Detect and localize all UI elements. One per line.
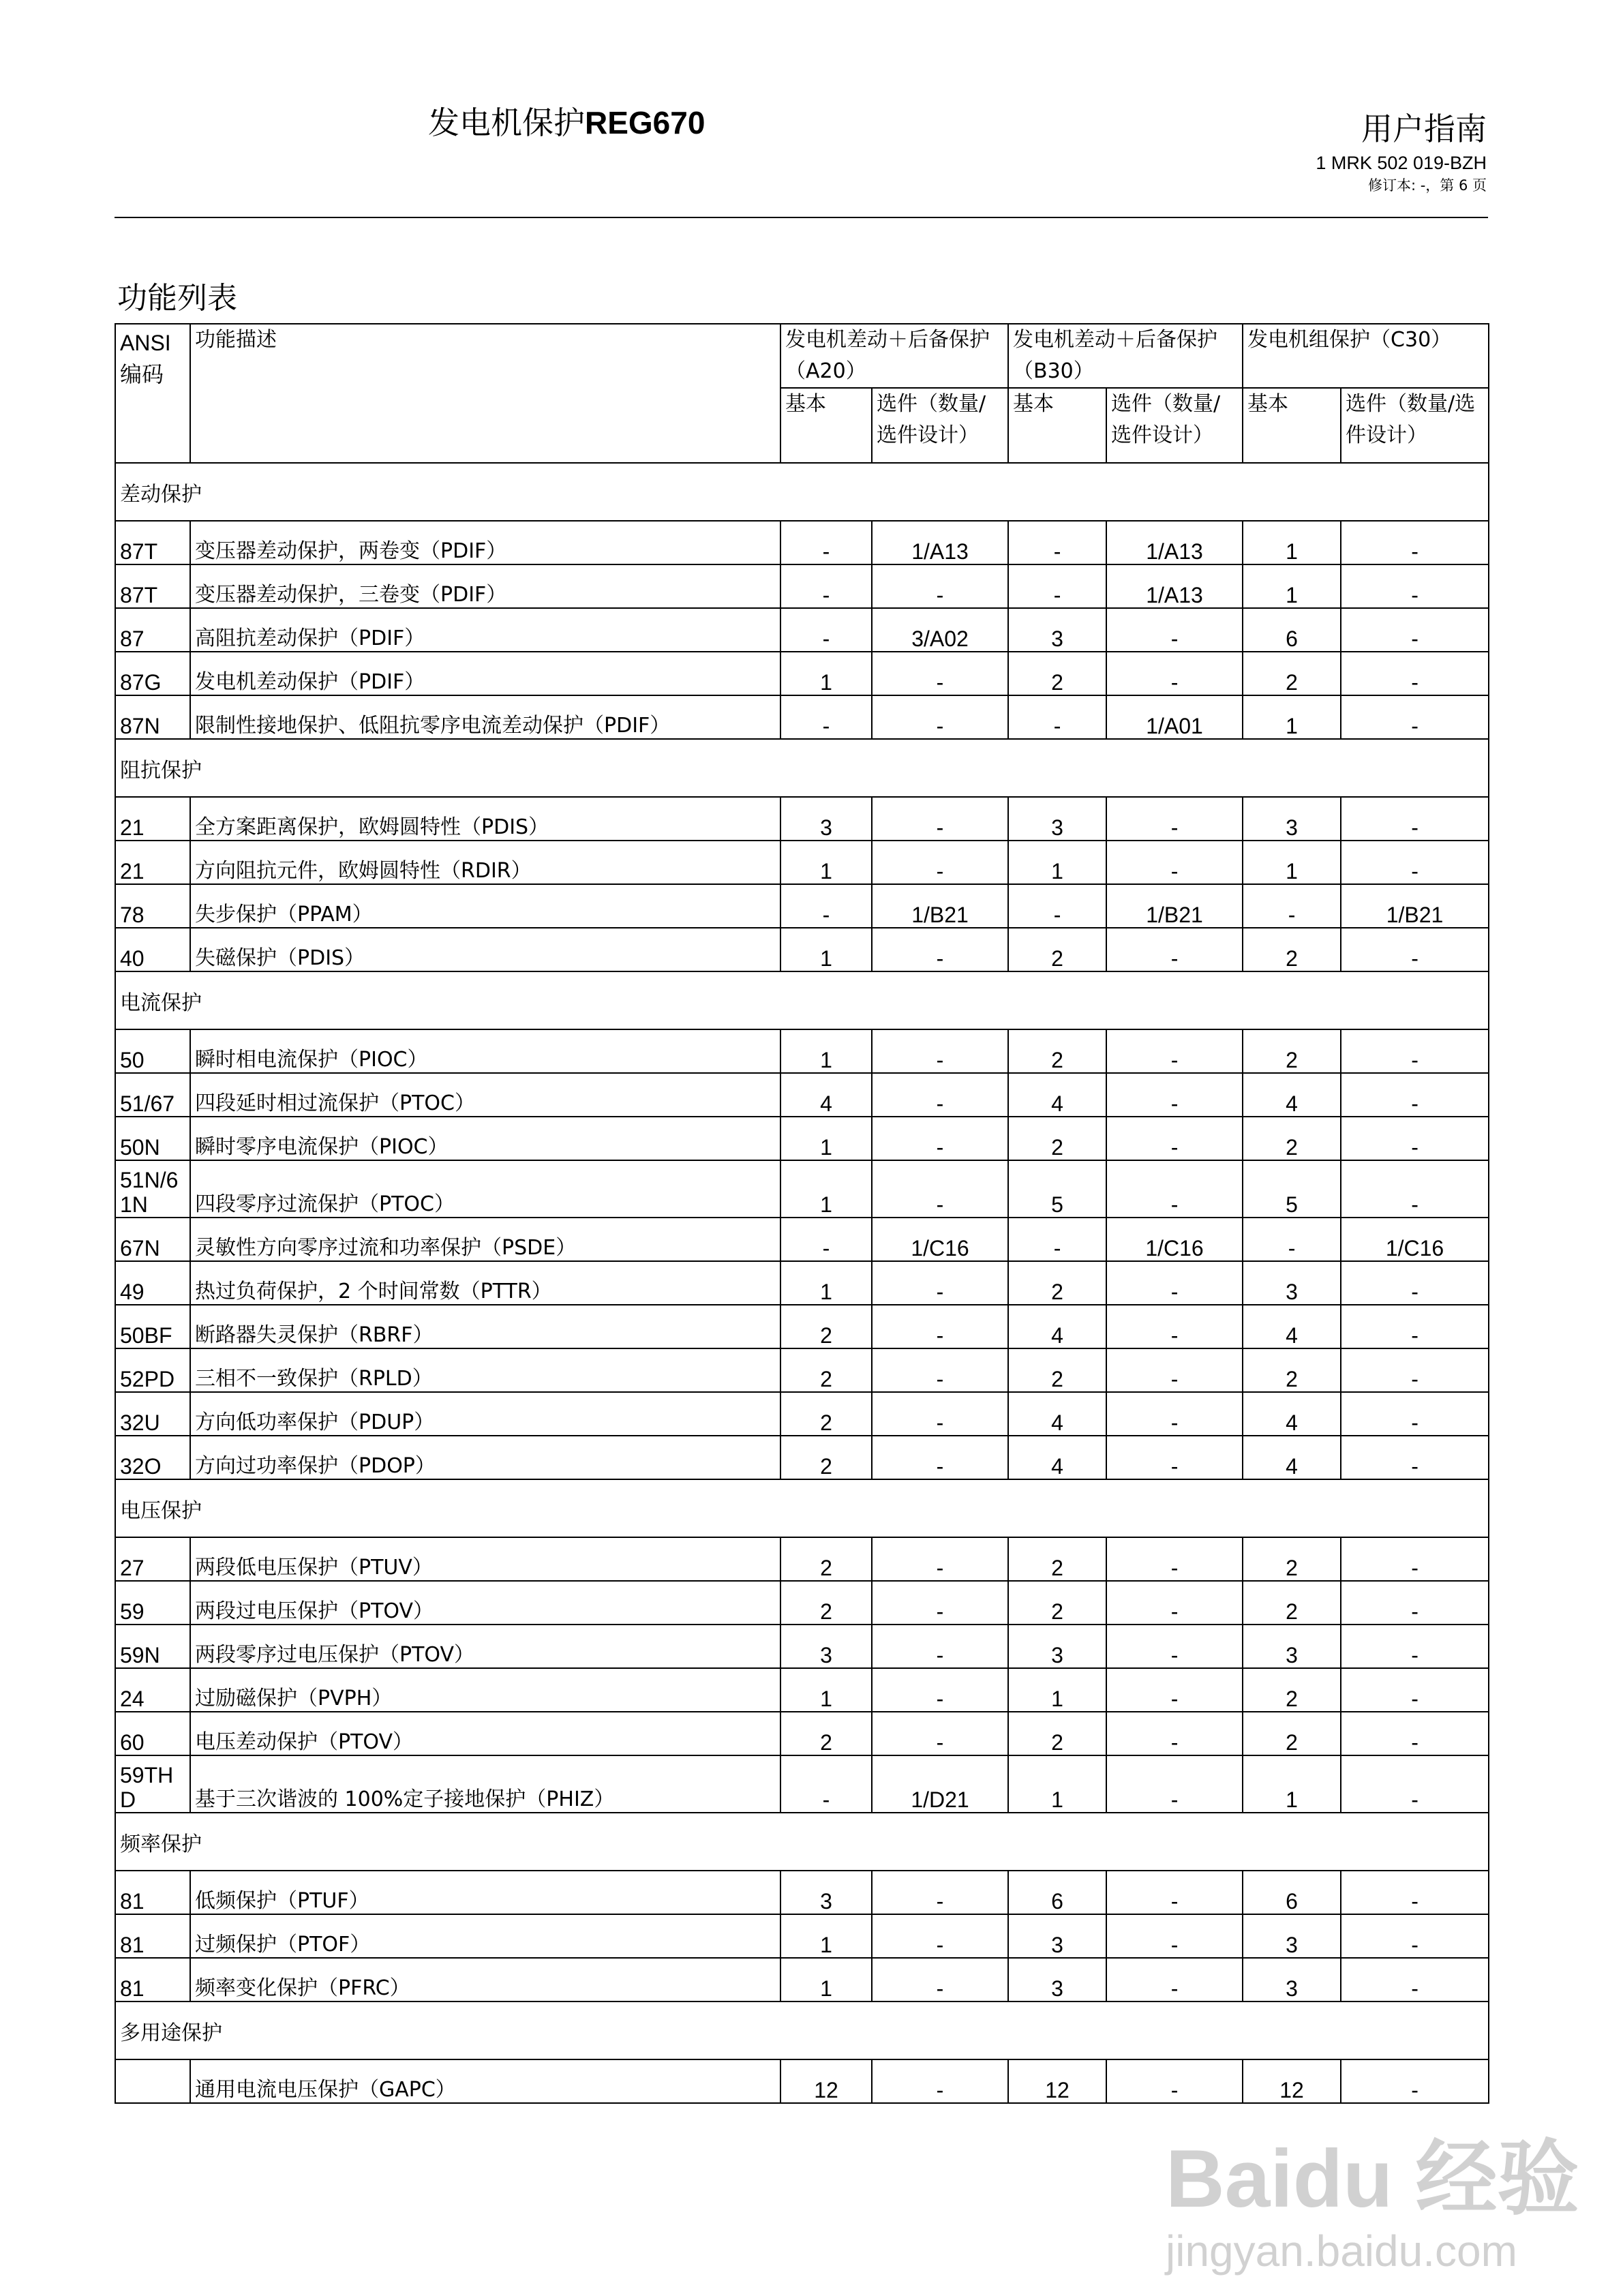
b30-optional-cell: - bbox=[1106, 1712, 1243, 1755]
a20-optional-cell: - bbox=[872, 1958, 1008, 2002]
table-row bbox=[115, 521, 1489, 564]
header-group-c30: 发电机组保护（C30） bbox=[1243, 324, 1489, 388]
a20-basic-cell: 1 bbox=[780, 1117, 872, 1160]
b30-basic-cell: 12 bbox=[1008, 2059, 1106, 2103]
c30-basic-cell: 6 bbox=[1243, 608, 1341, 652]
b30-optional-cell: 1/C16 bbox=[1106, 1218, 1243, 1261]
function-description-cell: 两段过电压保护（PTOV） bbox=[190, 1581, 780, 1625]
a20-basic-cell: 2 bbox=[780, 1537, 872, 1581]
a20-basic-cell: 1 bbox=[780, 1261, 872, 1305]
a20-optional-cell: - bbox=[872, 1436, 1008, 1479]
table-row bbox=[115, 1537, 1489, 1581]
a20-basic-cell: 2 bbox=[780, 1712, 872, 1755]
header-function-description: 功能描述 bbox=[190, 324, 780, 463]
c30-optional-cell: - bbox=[1341, 608, 1489, 652]
b30-basic-cell: 3 bbox=[1008, 1958, 1106, 2002]
b30-optional-cell: - bbox=[1106, 1914, 1243, 1958]
subheader-optional: 选件（数量/选件设计） bbox=[1341, 388, 1489, 463]
table-row bbox=[115, 1392, 1489, 1436]
function-description-cell: 过频保护（PTOF） bbox=[190, 1914, 780, 1958]
ansi-code-cell: 40 bbox=[115, 928, 190, 971]
c30-basic-cell: 3 bbox=[1243, 1625, 1341, 1668]
a20-basic-cell: - bbox=[780, 521, 872, 564]
b30-optional-cell: - bbox=[1106, 652, 1243, 695]
a20-basic-cell: 4 bbox=[780, 1073, 872, 1117]
table-row bbox=[115, 1073, 1489, 1117]
b30-basic-cell: 2 bbox=[1008, 1581, 1106, 1625]
c30-basic-cell: 2 bbox=[1243, 928, 1341, 971]
c30-optional-cell: - bbox=[1341, 1117, 1489, 1160]
ansi-code-cell: 87 bbox=[115, 608, 190, 652]
c30-basic-cell: 4 bbox=[1243, 1392, 1341, 1436]
table-row bbox=[115, 1668, 1489, 1712]
table-row bbox=[115, 1871, 1489, 1914]
table-row bbox=[115, 1958, 1489, 2002]
table-row bbox=[115, 1218, 1489, 1261]
b30-basic-cell: 4 bbox=[1008, 1392, 1106, 1436]
ansi-code-cell bbox=[115, 2059, 190, 2103]
c30-basic-cell: 2 bbox=[1243, 1348, 1341, 1392]
a20-basic-cell: - bbox=[780, 608, 872, 652]
a20-basic-cell: 12 bbox=[780, 2059, 872, 2103]
b30-optional-cell: 1/A01 bbox=[1106, 695, 1243, 739]
a20-basic-cell: 1 bbox=[780, 928, 872, 971]
ansi-code-cell: 21 bbox=[115, 797, 190, 841]
c30-basic-cell: 2 bbox=[1243, 1668, 1341, 1712]
c30-optional-cell: - bbox=[1341, 841, 1489, 884]
function-description-cell: 瞬时相电流保护（PIOC） bbox=[190, 1029, 780, 1073]
b30-optional-cell: - bbox=[1106, 1392, 1243, 1436]
function-description-cell: 断路器失灵保护（RBRF） bbox=[190, 1305, 780, 1348]
a20-basic-cell: 2 bbox=[780, 1348, 872, 1392]
a20-optional-cell: - bbox=[872, 564, 1008, 608]
b30-optional-cell: - bbox=[1106, 1755, 1243, 1813]
b30-optional-cell: - bbox=[1106, 1117, 1243, 1160]
a20-basic-cell: 3 bbox=[780, 1871, 872, 1914]
c30-optional-cell: - bbox=[1341, 1029, 1489, 1073]
b30-basic-cell: 2 bbox=[1008, 1348, 1106, 1392]
b30-basic-cell: - bbox=[1008, 564, 1106, 608]
c30-basic-cell: 2 bbox=[1243, 1537, 1341, 1581]
b30-basic-cell: 1 bbox=[1008, 1668, 1106, 1712]
ansi-code-cell: 60 bbox=[115, 1712, 190, 1755]
c30-optional-cell: - bbox=[1341, 1958, 1489, 2002]
function-description-cell: 低频保护（PTUF） bbox=[190, 1871, 780, 1914]
c30-optional-cell: 1/B21 bbox=[1341, 884, 1489, 928]
a20-optional-cell: - bbox=[872, 841, 1008, 884]
category-label: 电流保护 bbox=[115, 971, 1489, 1029]
table-header-row bbox=[115, 324, 1489, 388]
c30-optional-cell: - bbox=[1341, 1073, 1489, 1117]
a20-optional-cell: 1/B21 bbox=[872, 884, 1008, 928]
a20-basic-cell: - bbox=[780, 564, 872, 608]
a20-basic-cell: 2 bbox=[780, 1392, 872, 1436]
ansi-code-cell: 87T bbox=[115, 521, 190, 564]
a20-basic-cell: 2 bbox=[780, 1305, 872, 1348]
a20-basic-cell: - bbox=[780, 1218, 872, 1261]
c30-basic-cell: 3 bbox=[1243, 797, 1341, 841]
b30-basic-cell: - bbox=[1008, 521, 1106, 564]
table-row bbox=[115, 1581, 1489, 1625]
ansi-code-cell: 51N/61N bbox=[115, 1160, 190, 1218]
function-description-cell: 频率变化保护（PFRC） bbox=[190, 1958, 780, 2002]
category-row bbox=[115, 1479, 1489, 1537]
ansi-code-cell: 59THD bbox=[115, 1755, 190, 1813]
category-label: 频率保护 bbox=[115, 1813, 1489, 1871]
function-description-cell: 发电机差动保护（PDIF） bbox=[190, 652, 780, 695]
table-row bbox=[115, 652, 1489, 695]
a20-basic-cell: - bbox=[780, 884, 872, 928]
a20-optional-cell: 1/D21 bbox=[872, 1755, 1008, 1813]
function-table bbox=[115, 323, 1489, 2104]
ansi-code-cell: 87G bbox=[115, 652, 190, 695]
table-row bbox=[115, 695, 1489, 739]
c30-optional-cell: - bbox=[1341, 2059, 1489, 2103]
b30-basic-cell: - bbox=[1008, 1218, 1106, 1261]
ansi-code-cell: 87N bbox=[115, 695, 190, 739]
b30-optional-cell: - bbox=[1106, 1261, 1243, 1305]
c30-optional-cell: - bbox=[1341, 1625, 1489, 1668]
a20-basic-cell: 1 bbox=[780, 1668, 872, 1712]
b30-basic-cell: 3 bbox=[1008, 797, 1106, 841]
header-divider bbox=[115, 217, 1488, 218]
b30-basic-cell: 4 bbox=[1008, 1073, 1106, 1117]
a20-optional-cell: - bbox=[872, 652, 1008, 695]
b30-basic-cell: 1 bbox=[1008, 841, 1106, 884]
b30-optional-cell: - bbox=[1106, 1871, 1243, 1914]
c30-optional-cell: - bbox=[1341, 1871, 1489, 1914]
c30-basic-cell: 5 bbox=[1243, 1160, 1341, 1218]
function-description-cell: 通用电流电压保护（GAPC） bbox=[190, 2059, 780, 2103]
b30-optional-cell: - bbox=[1106, 1029, 1243, 1073]
a20-basic-cell: - bbox=[780, 695, 872, 739]
c30-basic-cell: 1 bbox=[1243, 521, 1341, 564]
b30-optional-cell: - bbox=[1106, 1305, 1243, 1348]
function-description-cell: 变压器差动保护，两卷变（PDIF） bbox=[190, 521, 780, 564]
a20-optional-cell: - bbox=[872, 1261, 1008, 1305]
function-description-cell: 过励磁保护（PVPH） bbox=[190, 1668, 780, 1712]
ansi-code-cell: 87T bbox=[115, 564, 190, 608]
watermark-url: jingyan.baidu.com bbox=[1166, 2226, 1517, 2276]
category-label: 差动保护 bbox=[115, 463, 1489, 521]
a20-optional-cell: - bbox=[872, 1160, 1008, 1218]
b30-basic-cell: 2 bbox=[1008, 1261, 1106, 1305]
a20-optional-cell: - bbox=[872, 1537, 1008, 1581]
b30-basic-cell: 2 bbox=[1008, 928, 1106, 971]
category-row bbox=[115, 2002, 1489, 2059]
b30-basic-cell: 2 bbox=[1008, 652, 1106, 695]
a20-basic-cell: 1 bbox=[780, 1958, 872, 2002]
a20-optional-cell: - bbox=[872, 1712, 1008, 1755]
function-description-cell: 失磁保护（PDIS） bbox=[190, 928, 780, 971]
ansi-code-cell: 32O bbox=[115, 1436, 190, 1479]
function-description-cell: 四段延时相过流保护（PTOC） bbox=[190, 1073, 780, 1117]
function-description-cell: 方向低功率保护（PDUP） bbox=[190, 1392, 780, 1436]
subheader-basic: 基本 bbox=[780, 388, 872, 463]
b30-basic-cell: 2 bbox=[1008, 1029, 1106, 1073]
c30-basic-cell: - bbox=[1243, 884, 1341, 928]
c30-basic-cell: 12 bbox=[1243, 2059, 1341, 2103]
document-title bbox=[428, 101, 705, 145]
a20-optional-cell: - bbox=[872, 1871, 1008, 1914]
a20-basic-cell: 3 bbox=[780, 1625, 872, 1668]
ansi-code-cell: 51/67 bbox=[115, 1073, 190, 1117]
section-title: 功能列表 bbox=[117, 281, 237, 316]
b30-optional-cell: - bbox=[1106, 841, 1243, 884]
c30-basic-cell: 4 bbox=[1243, 1436, 1341, 1479]
table-row bbox=[115, 841, 1489, 884]
c30-basic-cell: 2 bbox=[1243, 1117, 1341, 1160]
c30-optional-cell: - bbox=[1341, 1305, 1489, 1348]
b30-optional-cell: - bbox=[1106, 2059, 1243, 2103]
table-row bbox=[115, 928, 1489, 971]
ansi-code-cell: 78 bbox=[115, 884, 190, 928]
title-chinese: 发电机保护 bbox=[428, 104, 585, 141]
c30-optional-cell: - bbox=[1341, 1668, 1489, 1712]
a20-basic-cell: 1 bbox=[780, 652, 872, 695]
c30-optional-cell: - bbox=[1341, 695, 1489, 739]
function-description-cell: 失步保护（PPAM） bbox=[190, 884, 780, 928]
c30-optional-cell: - bbox=[1341, 564, 1489, 608]
b30-basic-cell: 4 bbox=[1008, 1436, 1106, 1479]
function-description-cell: 方向阻抗元件，欧姆圆特性（RDIR） bbox=[190, 841, 780, 884]
c30-optional-cell: - bbox=[1341, 1712, 1489, 1755]
b30-basic-cell: 2 bbox=[1008, 1537, 1106, 1581]
table-row bbox=[115, 1117, 1489, 1160]
function-description-cell: 方向过功率保护（PDOP） bbox=[190, 1436, 780, 1479]
ansi-code-cell: 50 bbox=[115, 1029, 190, 1073]
function-description-cell: 瞬时零序电流保护（PIOC） bbox=[190, 1117, 780, 1160]
b30-basic-cell: 3 bbox=[1008, 608, 1106, 652]
a20-basic-cell: - bbox=[780, 1755, 872, 1813]
category-label: 阻抗保护 bbox=[115, 739, 1489, 797]
a20-optional-cell: - bbox=[872, 1029, 1008, 1073]
c30-optional-cell: - bbox=[1341, 1436, 1489, 1479]
title-product-code: REG670 bbox=[585, 105, 706, 140]
ansi-code-cell: 27 bbox=[115, 1537, 190, 1581]
table-row bbox=[115, 884, 1489, 928]
a20-optional-cell: - bbox=[872, 1914, 1008, 1958]
function-description-cell: 基于三次谐波的 100%定子接地保护（PHIZ） bbox=[190, 1755, 780, 1813]
ansi-code-cell: 49 bbox=[115, 1261, 190, 1305]
function-description-cell: 变压器差动保护，三卷变（PDIF） bbox=[190, 564, 780, 608]
b30-optional-cell: - bbox=[1106, 1073, 1243, 1117]
c30-optional-cell: - bbox=[1341, 797, 1489, 841]
document-number: 1 MRK 502 019-BZH bbox=[1316, 153, 1487, 173]
b30-optional-cell: - bbox=[1106, 797, 1243, 841]
c30-basic-cell: 1 bbox=[1243, 841, 1341, 884]
header-group-a20: 发电机差动＋后备保护 （A20） bbox=[780, 324, 1008, 388]
table-row bbox=[115, 797, 1489, 841]
b30-basic-cell: 4 bbox=[1008, 1305, 1106, 1348]
header-group-b30: 发电机差动＋后备保护 （B30） bbox=[1008, 324, 1243, 388]
b30-optional-cell: - bbox=[1106, 1668, 1243, 1712]
c30-basic-cell: 3 bbox=[1243, 1958, 1341, 2002]
table-row bbox=[115, 564, 1489, 608]
ansi-code-cell: 59N bbox=[115, 1625, 190, 1668]
a20-basic-cell: 2 bbox=[780, 1436, 872, 1479]
b30-basic-cell: 5 bbox=[1008, 1160, 1106, 1218]
table-row bbox=[115, 1712, 1489, 1755]
table-row bbox=[115, 1755, 1489, 1813]
category-label: 多用途保护 bbox=[115, 2002, 1489, 2059]
c30-optional-cell: - bbox=[1341, 1755, 1489, 1813]
b30-optional-cell: - bbox=[1106, 608, 1243, 652]
function-description-cell: 热过负荷保护，2 个时间常数（PTTR） bbox=[190, 1261, 780, 1305]
ansi-code-cell: 81 bbox=[115, 1914, 190, 1958]
a20-basic-cell: 1 bbox=[780, 1914, 872, 1958]
a20-basic-cell: 3 bbox=[780, 797, 872, 841]
ansi-code-cell: 81 bbox=[115, 1958, 190, 2002]
a20-optional-cell: - bbox=[872, 1305, 1008, 1348]
category-row bbox=[115, 1813, 1489, 1871]
ansi-code-cell: 32U bbox=[115, 1392, 190, 1436]
b30-optional-cell: - bbox=[1106, 1625, 1243, 1668]
category-label: 电压保护 bbox=[115, 1479, 1489, 1537]
b30-optional-cell: - bbox=[1106, 928, 1243, 971]
revision-page-info: 修订本: -，第 6 页 bbox=[1367, 177, 1487, 194]
function-description-cell: 灵敏性方向零序过流和功率保护（PSDE） bbox=[190, 1218, 780, 1261]
a20-basic-cell: 1 bbox=[780, 1160, 872, 1218]
b30-optional-cell: - bbox=[1106, 1537, 1243, 1581]
b30-optional-cell: - bbox=[1106, 1958, 1243, 2002]
a20-optional-cell: - bbox=[872, 1392, 1008, 1436]
ansi-code-cell: 67N bbox=[115, 1218, 190, 1261]
c30-basic-cell: 6 bbox=[1243, 1871, 1341, 1914]
b30-optional-cell: - bbox=[1106, 1348, 1243, 1392]
c30-basic-cell: 4 bbox=[1243, 1305, 1341, 1348]
ansi-code-cell: 21 bbox=[115, 841, 190, 884]
b30-basic-cell: 3 bbox=[1008, 1625, 1106, 1668]
c30-basic-cell: 3 bbox=[1243, 1914, 1341, 1958]
c30-basic-cell: 2 bbox=[1243, 1581, 1341, 1625]
baidu-watermark bbox=[1152, 2086, 1579, 2291]
table-row bbox=[115, 1348, 1489, 1392]
function-description-cell: 电压差动保护（PTOV） bbox=[190, 1712, 780, 1755]
function-description-cell: 两段零序过电压保护（PTOV） bbox=[190, 1625, 780, 1668]
subheader-optional: 选件（数量/选件设计） bbox=[1106, 388, 1243, 463]
a20-optional-cell: - bbox=[872, 1348, 1008, 1392]
a20-optional-cell: 3/A02 bbox=[872, 608, 1008, 652]
b30-basic-cell: - bbox=[1008, 695, 1106, 739]
b30-basic-cell: 1 bbox=[1008, 1755, 1106, 1813]
a20-optional-cell: - bbox=[872, 1668, 1008, 1712]
c30-optional-cell: - bbox=[1341, 1160, 1489, 1218]
c30-basic-cell: 2 bbox=[1243, 1029, 1341, 1073]
ansi-code-cell: 50N bbox=[115, 1117, 190, 1160]
table-row bbox=[115, 1436, 1489, 1479]
function-description-cell: 四段零序过流保护（PTOC） bbox=[190, 1160, 780, 1218]
table-row bbox=[115, 1625, 1489, 1668]
a20-optional-cell: - bbox=[872, 1117, 1008, 1160]
c30-basic-cell: 1 bbox=[1243, 1755, 1341, 1813]
subheader-basic: 基本 bbox=[1243, 388, 1341, 463]
c30-optional-cell: - bbox=[1341, 1537, 1489, 1581]
c30-optional-cell: - bbox=[1341, 1914, 1489, 1958]
a20-basic-cell: 1 bbox=[780, 1029, 872, 1073]
c30-optional-cell: - bbox=[1341, 1581, 1489, 1625]
ansi-code-cell: 52PD bbox=[115, 1348, 190, 1392]
guide-label: 用户指南 bbox=[1361, 110, 1487, 147]
table-row bbox=[115, 608, 1489, 652]
ansi-code-cell: 59 bbox=[115, 1581, 190, 1625]
category-row bbox=[115, 739, 1489, 797]
c30-basic-cell: 2 bbox=[1243, 652, 1341, 695]
a20-optional-cell: - bbox=[872, 1581, 1008, 1625]
category-row bbox=[115, 463, 1489, 521]
a20-optional-cell: - bbox=[872, 1625, 1008, 1668]
c30-optional-cell: - bbox=[1341, 928, 1489, 971]
header-ansi: ANSI编码 bbox=[115, 324, 190, 463]
c30-optional-cell: 1/C16 bbox=[1341, 1218, 1489, 1261]
a20-optional-cell: - bbox=[872, 928, 1008, 971]
ansi-code-cell: 81 bbox=[115, 1871, 190, 1914]
b30-optional-cell: 1/A13 bbox=[1106, 521, 1243, 564]
b30-optional-cell: 1/A13 bbox=[1106, 564, 1243, 608]
a20-basic-cell: 2 bbox=[780, 1581, 872, 1625]
c30-optional-cell: - bbox=[1341, 652, 1489, 695]
function-description-cell: 全方案距离保护，欧姆圆特性（PDIS） bbox=[190, 797, 780, 841]
c30-basic-cell: 2 bbox=[1243, 1712, 1341, 1755]
a20-optional-cell: - bbox=[872, 1073, 1008, 1117]
ansi-code-cell: 50BF bbox=[115, 1305, 190, 1348]
watermark-brand: Baidu 经验 bbox=[1166, 2133, 1579, 2224]
function-description-cell: 高阻抗差动保护（PDIF） bbox=[190, 608, 780, 652]
c30-basic-cell: 4 bbox=[1243, 1073, 1341, 1117]
c30-basic-cell: 1 bbox=[1243, 695, 1341, 739]
a20-optional-cell: - bbox=[872, 797, 1008, 841]
category-row bbox=[115, 971, 1489, 1029]
table-row bbox=[115, 1160, 1489, 1218]
c30-basic-cell: 1 bbox=[1243, 564, 1341, 608]
c30-optional-cell: - bbox=[1341, 1392, 1489, 1436]
c30-optional-cell: - bbox=[1341, 1261, 1489, 1305]
b30-basic-cell: 3 bbox=[1008, 1914, 1106, 1958]
c30-optional-cell: - bbox=[1341, 521, 1489, 564]
a20-optional-cell: - bbox=[872, 695, 1008, 739]
b30-basic-cell: 2 bbox=[1008, 1712, 1106, 1755]
a20-optional-cell: 1/C16 bbox=[872, 1218, 1008, 1261]
table-row bbox=[115, 1261, 1489, 1305]
function-description-cell: 限制性接地保护、低阻抗零序电流差动保护（PDIF） bbox=[190, 695, 780, 739]
function-description-cell: 三相不一致保护（RPLD） bbox=[190, 1348, 780, 1392]
a20-optional-cell: 1/A13 bbox=[872, 521, 1008, 564]
b30-basic-cell: 2 bbox=[1008, 1117, 1106, 1160]
b30-optional-cell: - bbox=[1106, 1160, 1243, 1218]
table-row bbox=[115, 1029, 1489, 1073]
function-description-cell: 两段低电压保护（PTUV） bbox=[190, 1537, 780, 1581]
a20-basic-cell: 1 bbox=[780, 841, 872, 884]
c30-basic-cell: 3 bbox=[1243, 1261, 1341, 1305]
b30-optional-cell: - bbox=[1106, 1436, 1243, 1479]
c30-basic-cell: - bbox=[1243, 1218, 1341, 1261]
subheader-basic: 基本 bbox=[1008, 388, 1106, 463]
a20-optional-cell: - bbox=[872, 2059, 1008, 2103]
b30-optional-cell: - bbox=[1106, 1581, 1243, 1625]
table-row bbox=[115, 1305, 1489, 1348]
subheader-optional: 选件（数量/选件设计） bbox=[872, 388, 1008, 463]
b30-basic-cell: - bbox=[1008, 884, 1106, 928]
ansi-code-cell: 24 bbox=[115, 1668, 190, 1712]
table-row bbox=[115, 1914, 1489, 1958]
b30-optional-cell: 1/B21 bbox=[1106, 884, 1243, 928]
b30-basic-cell: 6 bbox=[1008, 1871, 1106, 1914]
c30-optional-cell: - bbox=[1341, 1348, 1489, 1392]
